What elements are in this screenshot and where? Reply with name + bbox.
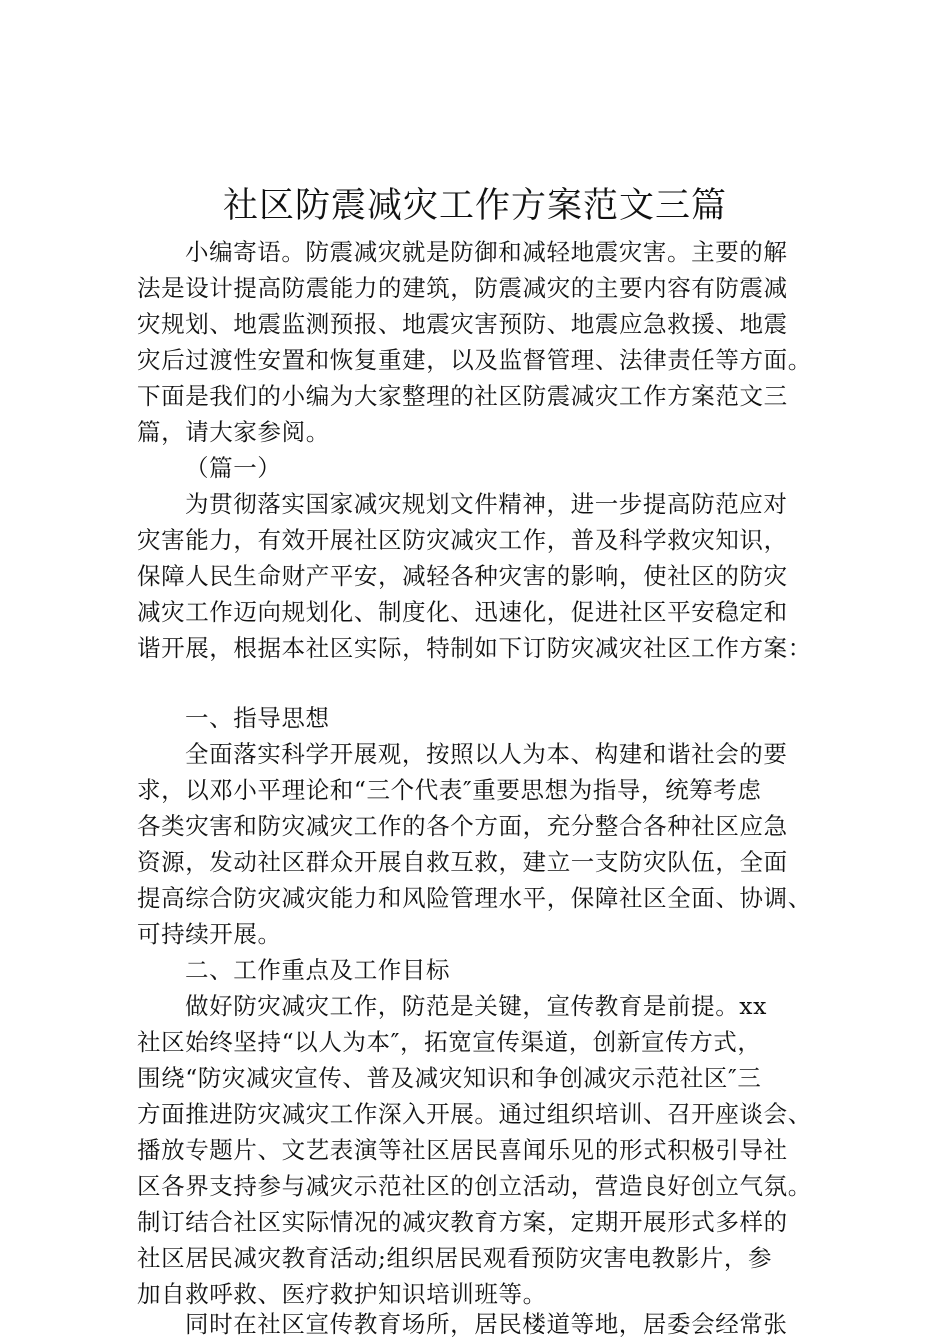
paragraph-line: 围绕“防灾减灾宣传、普及减灾知识和争创减灾示范社区″三 bbox=[137, 1064, 762, 1092]
paragraph-line: 区各界支持参与减灾示范社区的创立活动，营造良好创立气氛。 bbox=[137, 1172, 812, 1200]
paragraph-line: 保障人民生命财产平安，减轻各种灾害的影响，使社区的防灾 bbox=[137, 562, 788, 590]
paragraph-line: 方面推进防灾减灾工作深入开展。通过组织培训、召开座谈会、 bbox=[137, 1100, 812, 1128]
paragraph-line: 为贯彻落实国家减灾规划文件精神，进一步提高防范应对 bbox=[185, 490, 788, 518]
paragraph-line: 社区始终坚持“以人为本″，拓宽宣传渠道，创新宣传方式， bbox=[137, 1028, 762, 1056]
intro-line: 小编寄语。防震减灾就是防御和减轻地震灾害。主要的解 bbox=[185, 238, 788, 266]
paragraph-line: 播放专题片、文艺表演等社区居民喜闻乐见的形式积极引导社 bbox=[137, 1136, 788, 1164]
paragraph-line: 社区居民减灾教育活动;组织居民观看预防灾害电教影片，参 bbox=[137, 1244, 773, 1272]
paragraph-line: 减灾工作迈向规划化、制度化、迅速化，促进社区平安稳定和 bbox=[137, 598, 788, 626]
paragraph-line: 灾害能力，有效开展社区防灾减灾工作，普及科学救灾知识， bbox=[137, 526, 788, 554]
intro-line: 法是设计提高防震能力的建筑，防震减灾的主要内容有防震减 bbox=[137, 274, 788, 302]
paragraph-line: 各类灾害和防灾减灾工作的各个方面，充分整合各种社区应急 bbox=[137, 812, 788, 840]
paragraph-line: 制订结合社区实际情况的减灾教育方案，定期开展形式多样的 bbox=[137, 1208, 788, 1236]
paragraph-line: 全面落实科学开展观，按照以人为本、构建和谐社会的要 bbox=[185, 740, 788, 768]
section-heading: 二、工作重点及工作目标 bbox=[185, 956, 451, 984]
paragraph-line: 求，以邓小平理论和“三个代表″重要思想为指导，统筹考虑 bbox=[137, 776, 762, 804]
intro-line: 灾规划、地震监测预报、地震灾害预防、地震应急救援、地震 bbox=[137, 310, 788, 338]
paragraph-line: 加自救呼救、医疗救护知识培训班等。 bbox=[137, 1280, 547, 1308]
section-marker: （篇一） bbox=[185, 454, 282, 482]
intro-line: 篇，请大家参阅。 bbox=[137, 418, 330, 446]
section-heading: 一、指导思想 bbox=[185, 704, 330, 732]
paragraph-line: 做好防灾减灾工作，防范是关键，宣传教育是前提。xx bbox=[185, 992, 768, 1020]
paragraph-line: 可持续开展。 bbox=[137, 920, 282, 948]
paragraph-line: 提高综合防灾减灾能力和风险管理水平，保障社区全面、协调、 bbox=[137, 884, 812, 912]
paragraph-line: 谐开展，根据本社区实际，特制如下订防灾减灾社区工作方案： bbox=[137, 634, 812, 662]
intro-line: 下面是我们的小编为大家整理的社区防震减灾工作方案范文三 bbox=[137, 382, 788, 410]
intro-line: 灾后过渡性安置和恢复重建，以及监督管理、法律责任等方面。 bbox=[137, 346, 812, 374]
document-title: 社区防震减灾工作方案范文三篇 bbox=[222, 186, 727, 226]
paragraph-line: 同时在社区宣传教育场所，居民楼道等地，居委会经常张 bbox=[185, 1310, 788, 1338]
paragraph-line: 资源，发动社区群众开展自救互救，建立一支防灾队伍，全面 bbox=[137, 848, 788, 876]
